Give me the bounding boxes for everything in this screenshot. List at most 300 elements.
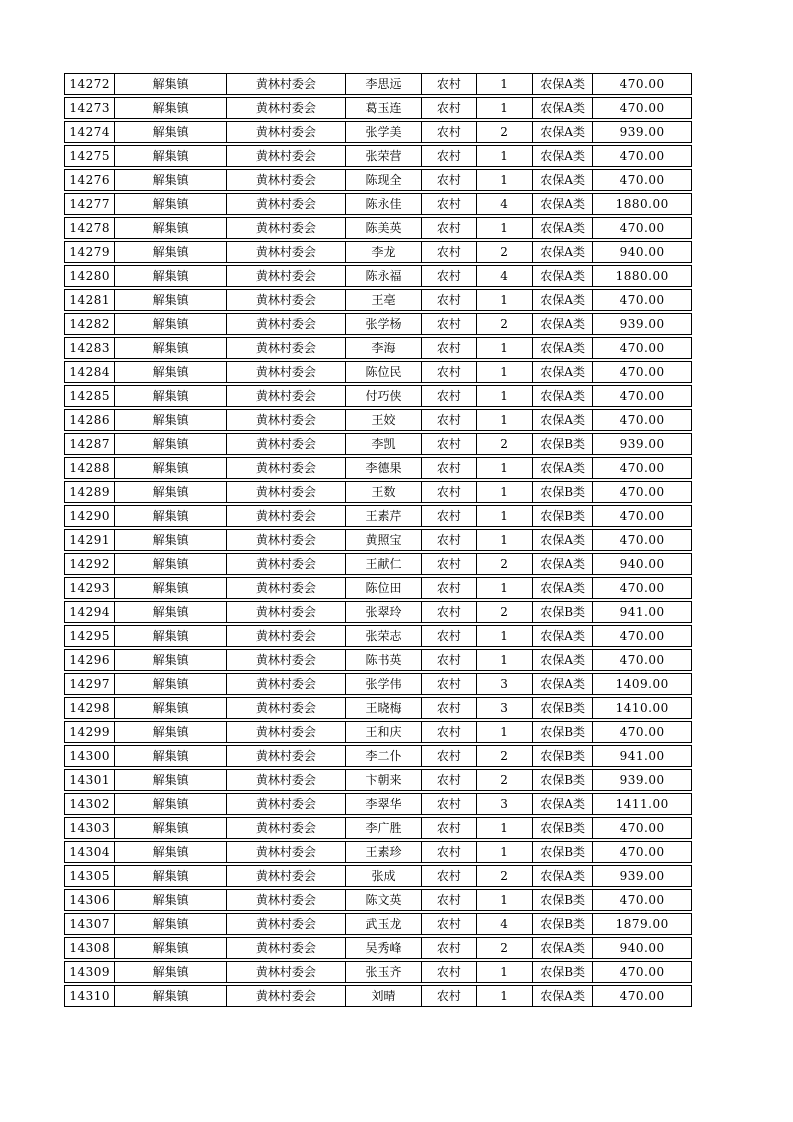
cell-village-committee: 黄林村委会 xyxy=(226,937,345,959)
cell-amount: 1879.00 xyxy=(592,913,692,935)
table-row xyxy=(64,313,692,335)
cell-person-count: 1 xyxy=(476,385,532,407)
cell-serial-number: 14284 xyxy=(64,361,114,383)
cell-insurance-type: 农保A类 xyxy=(532,337,592,359)
table-row xyxy=(64,769,692,791)
cell-person-name: 李凯 xyxy=(345,433,421,455)
cell-amount: 470.00 xyxy=(592,625,692,647)
cell-serial-number: 14292 xyxy=(64,553,114,575)
cell-serial-number: 14277 xyxy=(64,193,114,215)
cell-town: 解集镇 xyxy=(114,577,226,599)
cell-amount: 940.00 xyxy=(592,937,692,959)
cell-category: 农村 xyxy=(421,505,475,527)
cell-amount: 470.00 xyxy=(592,505,692,527)
cell-amount: 470.00 xyxy=(592,337,692,359)
cell-amount: 470.00 xyxy=(592,385,692,407)
cell-category: 农村 xyxy=(421,793,475,815)
cell-insurance-type: 农保B类 xyxy=(532,841,592,863)
cell-person-name: 李德果 xyxy=(345,457,421,479)
cell-person-count: 2 xyxy=(476,745,532,767)
cell-person-name: 陈美英 xyxy=(345,217,421,239)
roster-table-container xyxy=(64,71,692,1009)
cell-person-count: 4 xyxy=(476,913,532,935)
cell-insurance-type: 农保B类 xyxy=(532,697,592,719)
cell-amount: 470.00 xyxy=(592,481,692,503)
cell-person-name: 武玉龙 xyxy=(345,913,421,935)
cell-amount: 470.00 xyxy=(592,961,692,983)
cell-village-committee: 黄林村委会 xyxy=(226,793,345,815)
cell-insurance-type: 农保B类 xyxy=(532,745,592,767)
cell-serial-number: 14307 xyxy=(64,913,114,935)
cell-village-committee: 黄林村委会 xyxy=(226,169,345,191)
cell-person-name: 陈位民 xyxy=(345,361,421,383)
cell-person-name: 王晓梅 xyxy=(345,697,421,719)
cell-category: 农村 xyxy=(421,937,475,959)
cell-amount: 470.00 xyxy=(592,817,692,839)
cell-village-committee: 黄林村委会 xyxy=(226,529,345,551)
table-row xyxy=(64,961,692,983)
table-row xyxy=(64,385,692,407)
cell-person-name: 陈永佳 xyxy=(345,193,421,215)
cell-insurance-type: 农保A类 xyxy=(532,265,592,287)
cell-person-count: 1 xyxy=(476,337,532,359)
cell-person-count: 4 xyxy=(476,193,532,215)
cell-town: 解集镇 xyxy=(114,937,226,959)
cell-amount: 939.00 xyxy=(592,433,692,455)
table-row xyxy=(64,217,692,239)
table-row xyxy=(64,265,692,287)
cell-town: 解集镇 xyxy=(114,721,226,743)
cell-person-name: 张学美 xyxy=(345,121,421,143)
cell-person-count: 1 xyxy=(476,289,532,311)
cell-amount: 470.00 xyxy=(592,169,692,191)
cell-amount: 470.00 xyxy=(592,289,692,311)
cell-town: 解集镇 xyxy=(114,337,226,359)
cell-person-count: 1 xyxy=(476,577,532,599)
table-row xyxy=(64,505,692,527)
cell-serial-number: 14273 xyxy=(64,97,114,119)
cell-category: 农村 xyxy=(421,649,475,671)
cell-amount: 941.00 xyxy=(592,601,692,623)
cell-amount: 1409.00 xyxy=(592,673,692,695)
cell-insurance-type: 农保A类 xyxy=(532,385,592,407)
cell-amount: 939.00 xyxy=(592,865,692,887)
cell-serial-number: 14288 xyxy=(64,457,114,479)
cell-village-committee: 黄林村委会 xyxy=(226,697,345,719)
cell-person-name: 王和庆 xyxy=(345,721,421,743)
cell-category: 农村 xyxy=(421,625,475,647)
cell-person-count: 1 xyxy=(476,169,532,191)
cell-person-count: 3 xyxy=(476,793,532,815)
table-row xyxy=(64,937,692,959)
cell-person-count: 2 xyxy=(476,241,532,263)
cell-category: 农村 xyxy=(421,217,475,239)
table-row xyxy=(64,673,692,695)
cell-person-name: 吴秀峰 xyxy=(345,937,421,959)
table-row xyxy=(64,985,692,1007)
cell-person-count: 2 xyxy=(476,433,532,455)
cell-insurance-type: 农保A类 xyxy=(532,361,592,383)
cell-village-committee: 黄林村委会 xyxy=(226,553,345,575)
cell-town: 解集镇 xyxy=(114,73,226,95)
cell-insurance-type: 农保B类 xyxy=(532,433,592,455)
cell-insurance-type: 农保A类 xyxy=(532,241,592,263)
cell-town: 解集镇 xyxy=(114,505,226,527)
cell-amount: 941.00 xyxy=(592,745,692,767)
cell-serial-number: 14279 xyxy=(64,241,114,263)
cell-person-name: 葛玉连 xyxy=(345,97,421,119)
cell-insurance-type: 农保A类 xyxy=(532,937,592,959)
cell-serial-number: 14310 xyxy=(64,985,114,1007)
cell-village-committee: 黄林村委会 xyxy=(226,769,345,791)
table-row xyxy=(64,697,692,719)
cell-person-name: 李思远 xyxy=(345,73,421,95)
cell-serial-number: 14281 xyxy=(64,289,114,311)
cell-category: 农村 xyxy=(421,529,475,551)
cell-category: 农村 xyxy=(421,889,475,911)
cell-insurance-type: 农保B类 xyxy=(532,913,592,935)
cell-person-name: 王素珍 xyxy=(345,841,421,863)
table-row xyxy=(64,841,692,863)
cell-amount: 939.00 xyxy=(592,313,692,335)
cell-insurance-type: 农保A类 xyxy=(532,793,592,815)
cell-category: 农村 xyxy=(421,337,475,359)
cell-person-count: 1 xyxy=(476,97,532,119)
cell-person-count: 1 xyxy=(476,145,532,167)
cell-person-name: 李龙 xyxy=(345,241,421,263)
cell-town: 解集镇 xyxy=(114,217,226,239)
cell-person-count: 3 xyxy=(476,697,532,719)
cell-village-committee: 黄林村委会 xyxy=(226,241,345,263)
table-row xyxy=(64,577,692,599)
cell-amount: 470.00 xyxy=(592,985,692,1007)
cell-person-name: 付巧侠 xyxy=(345,385,421,407)
cell-insurance-type: 农保A类 xyxy=(532,97,592,119)
cell-amount: 470.00 xyxy=(592,889,692,911)
cell-serial-number: 14296 xyxy=(64,649,114,671)
cell-serial-number: 14304 xyxy=(64,841,114,863)
cell-village-committee: 黄林村委会 xyxy=(226,481,345,503)
cell-serial-number: 14280 xyxy=(64,265,114,287)
cell-town: 解集镇 xyxy=(114,913,226,935)
cell-amount: 470.00 xyxy=(592,577,692,599)
cell-village-committee: 黄林村委会 xyxy=(226,625,345,647)
cell-town: 解集镇 xyxy=(114,625,226,647)
cell-amount: 1410.00 xyxy=(592,697,692,719)
cell-town: 解集镇 xyxy=(114,553,226,575)
cell-insurance-type: 农保A类 xyxy=(532,985,592,1007)
cell-category: 农村 xyxy=(421,553,475,575)
cell-village-committee: 黄林村委会 xyxy=(226,361,345,383)
cell-insurance-type: 农保A类 xyxy=(532,121,592,143)
roster-table xyxy=(64,71,692,1009)
cell-person-name: 张学杨 xyxy=(345,313,421,335)
cell-person-name: 张翠玲 xyxy=(345,601,421,623)
cell-category: 农村 xyxy=(421,289,475,311)
cell-amount: 470.00 xyxy=(592,841,692,863)
cell-person-count: 1 xyxy=(476,625,532,647)
cell-serial-number: 14295 xyxy=(64,625,114,647)
cell-person-name: 王数 xyxy=(345,481,421,503)
cell-category: 农村 xyxy=(421,121,475,143)
cell-serial-number: 14302 xyxy=(64,793,114,815)
cell-amount: 470.00 xyxy=(592,97,692,119)
cell-amount: 940.00 xyxy=(592,553,692,575)
cell-serial-number: 14303 xyxy=(64,817,114,839)
cell-town: 解集镇 xyxy=(114,121,226,143)
cell-person-count: 1 xyxy=(476,961,532,983)
cell-person-name: 王姣 xyxy=(345,409,421,431)
cell-person-count: 3 xyxy=(476,673,532,695)
cell-person-count: 2 xyxy=(476,553,532,575)
cell-person-name: 陈永福 xyxy=(345,265,421,287)
cell-amount: 939.00 xyxy=(592,121,692,143)
cell-person-count: 1 xyxy=(476,409,532,431)
cell-amount: 1880.00 xyxy=(592,193,692,215)
cell-category: 农村 xyxy=(421,169,475,191)
cell-town: 解集镇 xyxy=(114,145,226,167)
cell-town: 解集镇 xyxy=(114,745,226,767)
cell-person-count: 1 xyxy=(476,529,532,551)
cell-person-name: 李翠华 xyxy=(345,793,421,815)
cell-person-count: 2 xyxy=(476,937,532,959)
cell-village-committee: 黄林村委会 xyxy=(226,193,345,215)
cell-serial-number: 14289 xyxy=(64,481,114,503)
cell-village-committee: 黄林村委会 xyxy=(226,217,345,239)
cell-town: 解集镇 xyxy=(114,361,226,383)
cell-amount: 470.00 xyxy=(592,217,692,239)
cell-amount: 470.00 xyxy=(592,649,692,671)
cell-person-count: 1 xyxy=(476,889,532,911)
cell-village-committee: 黄林村委会 xyxy=(226,97,345,119)
cell-village-committee: 黄林村委会 xyxy=(226,721,345,743)
table-row xyxy=(64,97,692,119)
cell-amount: 470.00 xyxy=(592,529,692,551)
cell-village-committee: 黄林村委会 xyxy=(226,673,345,695)
cell-village-committee: 黄林村委会 xyxy=(226,121,345,143)
cell-village-committee: 黄林村委会 xyxy=(226,889,345,911)
cell-insurance-type: 农保A类 xyxy=(532,865,592,887)
cell-village-committee: 黄林村委会 xyxy=(226,841,345,863)
cell-village-committee: 黄林村委会 xyxy=(226,817,345,839)
cell-person-count: 2 xyxy=(476,313,532,335)
cell-town: 解集镇 xyxy=(114,673,226,695)
cell-insurance-type: 农保B类 xyxy=(532,889,592,911)
cell-insurance-type: 农保A类 xyxy=(532,73,592,95)
cell-town: 解集镇 xyxy=(114,433,226,455)
table-row xyxy=(64,817,692,839)
cell-town: 解集镇 xyxy=(114,289,226,311)
cell-village-committee: 黄林村委会 xyxy=(226,145,345,167)
cell-person-name: 张玉齐 xyxy=(345,961,421,983)
cell-person-name: 张成 xyxy=(345,865,421,887)
table-row xyxy=(64,193,692,215)
cell-person-name: 黄照宝 xyxy=(345,529,421,551)
cell-category: 农村 xyxy=(421,409,475,431)
cell-insurance-type: 农保A类 xyxy=(532,289,592,311)
cell-amount: 1411.00 xyxy=(592,793,692,815)
cell-village-committee: 黄林村委会 xyxy=(226,505,345,527)
cell-insurance-type: 农保B类 xyxy=(532,505,592,527)
cell-serial-number: 14299 xyxy=(64,721,114,743)
table-row xyxy=(64,481,692,503)
cell-town: 解集镇 xyxy=(114,817,226,839)
cell-serial-number: 14306 xyxy=(64,889,114,911)
cell-insurance-type: 农保B类 xyxy=(532,721,592,743)
cell-insurance-type: 农保A类 xyxy=(532,553,592,575)
cell-town: 解集镇 xyxy=(114,985,226,1007)
cell-category: 农村 xyxy=(421,481,475,503)
cell-category: 农村 xyxy=(421,817,475,839)
cell-village-committee: 黄林村委会 xyxy=(226,337,345,359)
cell-village-committee: 黄林村委会 xyxy=(226,745,345,767)
cell-town: 解集镇 xyxy=(114,265,226,287)
cell-serial-number: 14287 xyxy=(64,433,114,455)
cell-category: 农村 xyxy=(421,913,475,935)
cell-person-count: 1 xyxy=(476,985,532,1007)
cell-town: 解集镇 xyxy=(114,313,226,335)
cell-person-count: 1 xyxy=(476,721,532,743)
cell-person-name: 李广胜 xyxy=(345,817,421,839)
cell-person-count: 1 xyxy=(476,217,532,239)
cell-amount: 470.00 xyxy=(592,361,692,383)
cell-person-name: 张学伟 xyxy=(345,673,421,695)
cell-person-name: 卞朝来 xyxy=(345,769,421,791)
cell-town: 解集镇 xyxy=(114,169,226,191)
cell-serial-number: 14293 xyxy=(64,577,114,599)
table-row xyxy=(64,169,692,191)
cell-amount: 470.00 xyxy=(592,721,692,743)
cell-insurance-type: 农保A类 xyxy=(532,529,592,551)
cell-serial-number: 14308 xyxy=(64,937,114,959)
cell-serial-number: 14300 xyxy=(64,745,114,767)
cell-person-name: 陈位田 xyxy=(345,577,421,599)
cell-serial-number: 14285 xyxy=(64,385,114,407)
cell-town: 解集镇 xyxy=(114,481,226,503)
cell-insurance-type: 农保B类 xyxy=(532,769,592,791)
table-row xyxy=(64,361,692,383)
cell-category: 农村 xyxy=(421,361,475,383)
table-row xyxy=(64,73,692,95)
cell-serial-number: 14272 xyxy=(64,73,114,95)
cell-category: 农村 xyxy=(421,865,475,887)
cell-category: 农村 xyxy=(421,745,475,767)
cell-category: 农村 xyxy=(421,145,475,167)
cell-insurance-type: 农保A类 xyxy=(532,457,592,479)
table-row xyxy=(64,793,692,815)
cell-person-count: 1 xyxy=(476,817,532,839)
cell-town: 解集镇 xyxy=(114,457,226,479)
cell-serial-number: 14298 xyxy=(64,697,114,719)
cell-serial-number: 14278 xyxy=(64,217,114,239)
table-row xyxy=(64,337,692,359)
cell-serial-number: 14282 xyxy=(64,313,114,335)
table-row xyxy=(64,625,692,647)
cell-town: 解集镇 xyxy=(114,865,226,887)
cell-village-committee: 黄林村委会 xyxy=(226,457,345,479)
cell-village-committee: 黄林村委会 xyxy=(226,985,345,1007)
cell-insurance-type: 农保A类 xyxy=(532,577,592,599)
cell-person-name: 张荣志 xyxy=(345,625,421,647)
table-row xyxy=(64,457,692,479)
cell-person-count: 1 xyxy=(476,505,532,527)
cell-village-committee: 黄林村委会 xyxy=(226,865,345,887)
cell-serial-number: 14309 xyxy=(64,961,114,983)
cell-village-committee: 黄林村委会 xyxy=(226,433,345,455)
table-row xyxy=(64,865,692,887)
cell-amount: 939.00 xyxy=(592,769,692,791)
table-row xyxy=(64,121,692,143)
cell-amount: 940.00 xyxy=(592,241,692,263)
cell-town: 解集镇 xyxy=(114,241,226,263)
cell-person-count: 2 xyxy=(476,769,532,791)
cell-serial-number: 14291 xyxy=(64,529,114,551)
cell-insurance-type: 农保A类 xyxy=(532,313,592,335)
cell-village-committee: 黄林村委会 xyxy=(226,73,345,95)
cell-village-committee: 黄林村委会 xyxy=(226,313,345,335)
cell-amount: 470.00 xyxy=(592,457,692,479)
cell-insurance-type: 农保B类 xyxy=(532,961,592,983)
cell-town: 解集镇 xyxy=(114,385,226,407)
cell-category: 农村 xyxy=(421,433,475,455)
cell-village-committee: 黄林村委会 xyxy=(226,649,345,671)
cell-village-committee: 黄林村委会 xyxy=(226,913,345,935)
cell-town: 解集镇 xyxy=(114,793,226,815)
cell-person-name: 刘晴 xyxy=(345,985,421,1007)
cell-insurance-type: 农保B类 xyxy=(532,817,592,839)
table-row xyxy=(64,433,692,455)
cell-village-committee: 黄林村委会 xyxy=(226,961,345,983)
cell-category: 农村 xyxy=(421,769,475,791)
cell-village-committee: 黄林村委会 xyxy=(226,577,345,599)
table-row xyxy=(64,721,692,743)
cell-insurance-type: 农保A类 xyxy=(532,193,592,215)
table-row xyxy=(64,241,692,263)
cell-serial-number: 14283 xyxy=(64,337,114,359)
cell-person-name: 王献仁 xyxy=(345,553,421,575)
cell-category: 农村 xyxy=(421,313,475,335)
cell-serial-number: 14301 xyxy=(64,769,114,791)
cell-category: 农村 xyxy=(421,961,475,983)
cell-insurance-type: 农保B类 xyxy=(532,601,592,623)
cell-serial-number: 14297 xyxy=(64,673,114,695)
cell-person-count: 1 xyxy=(476,481,532,503)
cell-village-committee: 黄林村委会 xyxy=(226,289,345,311)
cell-town: 解集镇 xyxy=(114,529,226,551)
cell-person-name: 陈文英 xyxy=(345,889,421,911)
cell-category: 农村 xyxy=(421,97,475,119)
cell-insurance-type: 农保A类 xyxy=(532,169,592,191)
cell-serial-number: 14294 xyxy=(64,601,114,623)
cell-town: 解集镇 xyxy=(114,697,226,719)
cell-category: 农村 xyxy=(421,601,475,623)
cell-serial-number: 14286 xyxy=(64,409,114,431)
cell-amount: 470.00 xyxy=(592,73,692,95)
table-row xyxy=(64,553,692,575)
cell-category: 农村 xyxy=(421,673,475,695)
table-row xyxy=(64,145,692,167)
cell-town: 解集镇 xyxy=(114,193,226,215)
table-row xyxy=(64,745,692,767)
table-row xyxy=(64,601,692,623)
cell-village-committee: 黄林村委会 xyxy=(226,409,345,431)
cell-insurance-type: 农保A类 xyxy=(532,649,592,671)
cell-category: 农村 xyxy=(421,985,475,1007)
cell-amount: 470.00 xyxy=(592,145,692,167)
table-row xyxy=(64,913,692,935)
cell-person-count: 2 xyxy=(476,121,532,143)
cell-person-count: 1 xyxy=(476,457,532,479)
